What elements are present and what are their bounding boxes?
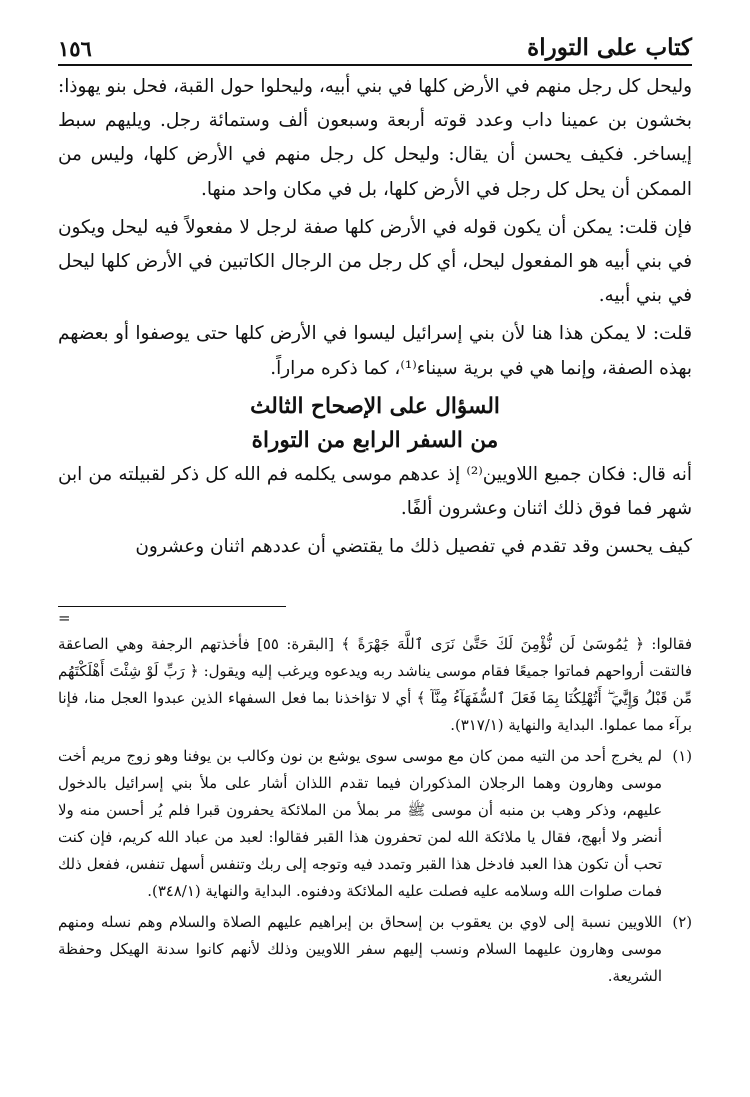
footnote-divider <box>58 606 286 607</box>
paragraph: أنه قال: فكان جميع اللاويين⁽²⁾ إذ عدهم موسى يكلمه فم الله كل ذكر لقبيلته من ابن شهر فما فوق ذلك اثنان وعشرون ألفًا. <box>58 463 692 520</box>
book-page <box>58 28 692 1078</box>
footnote-text: اللاويين نسبة إلى لاوي بن يعقوب بن إسحاق بن إبراهيم عليهم الصلاة والسلام وهم نسله ومنهم موسى وهارون عليهما السلام ونسب إليهم سفر اللاويين وذلك لأنهم كانوا سدنة الهيكل وحفظة الشريعة. <box>58 913 662 986</box>
footnote-text: فقالوا: ﴿ يَٰمُوسَىٰ لَن نُّؤْمِنَ لَكَ حَتَّىٰ نَرَى ٱللَّهَ جَهْرَةً ﴾ [البقرة: ٥٥] فأخذتهم الرجفة وهي الصاعقة فالتقت أرواحهم فماتوا جميعًا فقام موسى يناشد ربه ويدعوه ويرغب إليه ويقول: ﴿ رَبِّ لَوْ شِئْتَ أَهْلَكْتَهُم مِّن قَبْلُ وَإِيَّٰيَ ۖ أَتُهْلِكُنَا بِمَا فَعَلَ ٱلسُّفَهَآءُ مِنَّآ ﴾ أي لا تؤاخذنا بما فعل السفهاء الذين عبدوا العجل منا، فإنا برآء مما عملوا. البداية والنهاية (٣١٧/١). <box>58 635 692 735</box>
footnote <box>58 909 692 990</box>
paragraph: قلت: لا يمكن هذا هنا لأن بني إسرائيل ليسوا في الأرض كلها حتى يوصفوا أو بعضهم بهذه الصفة، وإنما هي في برية سيناء⁽¹⁾، كما ذكره مراراً. <box>58 323 692 379</box>
book-title: كتاب على التوراة <box>527 34 692 61</box>
paragraph: وليحل كل رجل منهم في الأرض كلها في بني أبيه، وليحلوا حول القبة، فحل بنو يهوذا: بخشون بن عمينا داب وعدد قوته أربعة وسبعون ألف وستمائة رجل. ويليهم سبط إيساخر. فكيف يحسن أن يقال: وليحل كل رجل منهم في الأرض كلها، وليس من الممكن أن يحل كل رجل في الأرض كلها، بل في مكان واحد منها. <box>58 76 692 200</box>
section-subheading: من السفر الرابع من التوراة <box>251 427 499 453</box>
main-text <box>58 70 692 564</box>
footnote-continuation-marker: = <box>58 609 71 628</box>
footnote <box>58 743 692 905</box>
paragraph: كيف يحسن وقد تقدم في تفصيل ذلك ما يقتضي أن عددهم اثنان وعشرون <box>135 536 692 558</box>
section-heading: السؤال على الإصحاح الثالث <box>250 393 500 419</box>
footnote-number: (٢) <box>672 913 692 932</box>
footnote-continuation <box>58 631 692 739</box>
paragraph: فإن قلت: يمكن أن يكون قوله في الأرض كلها صفة لرجل لا مفعولاً فيه ليحل ويكون في بني أبيه هو المفعول ليحل، أي كل رجل من الرجال الكاتبين في الأرض كلها ليحل في بني أبيه. <box>58 216 692 307</box>
footnote-text: لم يخرج أحد من التيه ممن كان مع موسى سوى يوشع بن نون وكالب بن يوفنا وهو زوج مريم أخت موسى وهارون وهما الرجلان المذكوران فيما تقدم اللذان أشار على ملأ بني إسرائيل بالدخول عليهم، وذكر وهب بن منبه أن موسى ﷺ مر بملأ من الملائكة يحفرون قبرا فلم يُر أحسن منه ولا أنضر ولا أبهج، فقال يا ملائكة الله لمن تحفرون هذا القبر فقالوا: لعبد من عباد الله كريم، فإن كنت تحب أن تكون هذا العبد فادخل هذا القبر وتمدد فيه وتوجه إلى ربك وتنفس أسهل تنفس، ففعل ذلك فمات صلوات الله وسلامه عليه فصلت عليه الملائكة ودفنوه. البداية والنهاية (٣٤٨/١). <box>58 747 662 901</box>
footnote-number: (١) <box>672 747 692 766</box>
page-number: ١٥٦ <box>58 36 92 61</box>
running-header <box>58 28 692 66</box>
